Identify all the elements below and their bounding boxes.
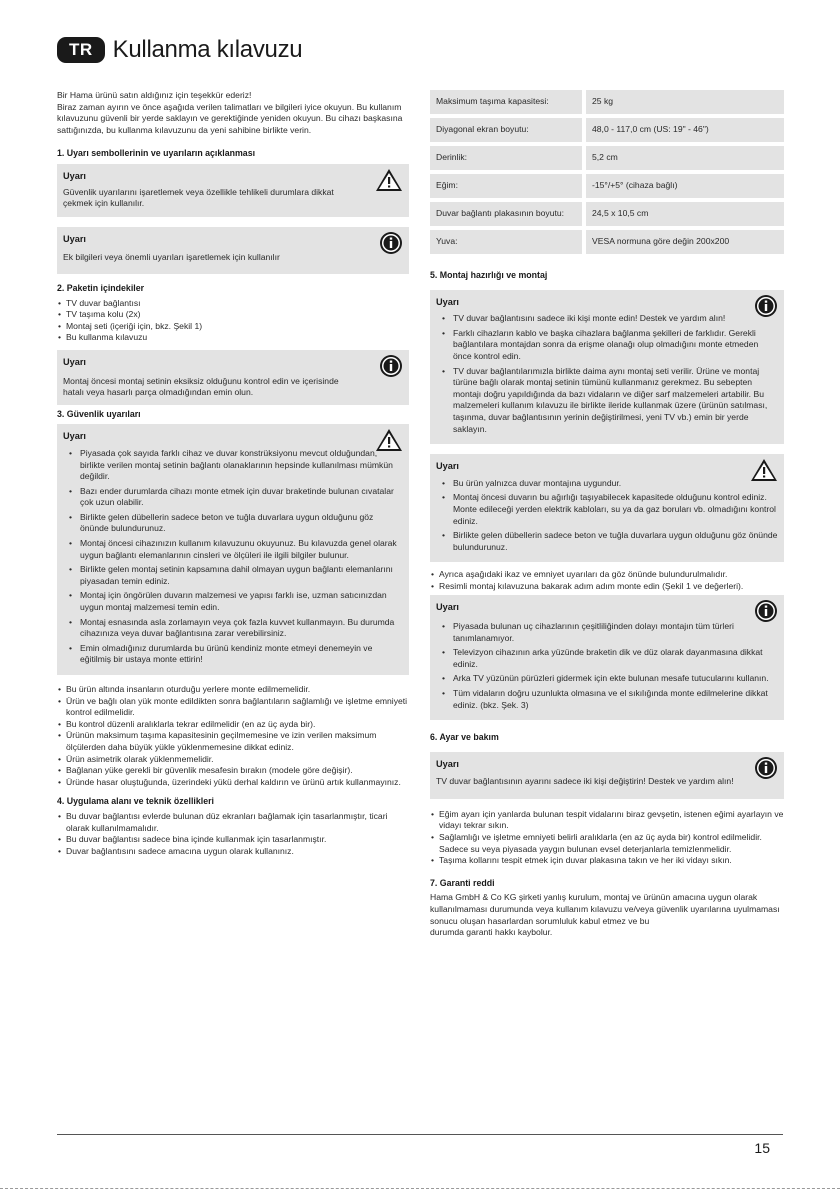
list-item: • Duvar bağlantısını sadece amacına uygun olarak kullanınız. [57,846,409,858]
spec-value: -15°/+5° (cihaza bağlı) [584,172,784,200]
list-item: • Bu kontrol düzenli aralıklarla tekrar edilmelidir (en az üç ayda bir). [57,719,409,731]
section-4-title: 4. Uygulama alanı ve teknik özellikleri [57,796,214,807]
warning-triangle-icon [375,168,403,196]
info-box-title: Uyarı [436,296,459,307]
list-item: • TV duvar bağlantısı [57,298,409,310]
page-title: Kullanma kılavuzu [112,36,303,63]
spec-key: Diyagonal ekran boyutu: [430,116,584,144]
mounting-warning-list [436,478,778,554]
info-box [430,752,784,799]
section-3-title: 3. Güvenlik uyarıları [57,408,141,419]
info-icon [379,354,403,382]
list-item: • Montaj esnasında asla zorlamayın veya çok fazla kuvvet kullanmayın. Bu durumda cihazınıza veya duvar bağlantısına zarar verebilirsiniz. [67,617,403,640]
info-box-text: Ek bilgileri veya önemli uyarıları işaretlemek için kullanılır [63,251,280,262]
intro-text: Biraz zaman ayırın ve önce aşağıda verilen talimatları ve bilgileri iyice okuyun. Bu kullanım kılavuzunu güvenli bir yerde saklayın ve gerektiğinde yeniden okuyun. Bu cihazı başkasına sattığınızda, bu kullanma kılavuzunu da yeni sahibine birlikte verin. [57,101,403,135]
spec-value: 5,2 cm [584,144,784,172]
list-item: • TV taşıma kolu (2x) [57,309,409,321]
list-item: • Birlikte gelen montaj setinin kapsamına dahil olmayan uygun bağlantı elemanlarını piyasadan temin ediniz. [67,564,403,587]
list-item: • Ürünün maksimum taşıma kapasitesinin geçilmemesine ve izin verilen maksimum ölçülerden daha büyük yükle yüklenmemesine dikkat ediniz. [57,730,409,753]
info-box-title: Uyarı [63,233,86,244]
list-item: • Sağlamlığı ve işletme emniyeti belirli aralıklarla (en az üç ayda bir) kontrol edilmelidir. Sadece su veya piyasada yaygın bulunan evsel deterjanlarla temizlenmelidir. [430,832,784,855]
spec-key: Yuva: [430,228,584,256]
list-item: • Eğim ayarı için yanlarda bulunan tespit vidalarını biraz gevşetin, istenen eğimi ayarlayın ve vidayı tekrar sıkın. [430,809,784,832]
language-badge: TR [57,37,105,63]
list-item: • Tüm vidaların doğru uzunlukta olmasına ve el sıkılığında monte edilmelerine dikkat ediniz. (bkz. Şek. 3) [440,688,778,711]
warranty-text-end: durumda garanti hakkı kaybolur. [430,927,553,938]
spec-value: 48,0 - 117,0 cm (US: 19" - 46") [584,116,784,144]
left-column [57,90,409,857]
warning-box-title: Uyarı [63,431,86,442]
list-item: • Montaj öncesi cihazınızın kullanım kılavuzunu okuyunuz. Bu kılavuzda genel olarak uygun bağlantı elemanlarının cinsleri ve ölçüleri ile ilgili bilgiler bulunur. [67,538,403,561]
list-item: • TV duvar bağlantısını sadece iki kişi monte edin! Destek ve yardım alın! [440,313,778,325]
safety-warning-list [63,448,403,666]
list-item: • Bu ürün altında insanların oturduğu yerlere monte edilmemelidir. [57,684,409,696]
list-item: • Birlikte gelen dübellerin sadece beton ve tuğla duvarlara uygun olduğunu göz önünde bulundurunuz. [67,512,403,535]
list-item: • Emin olmadığınız durumlarda bu ürünü kendiniz monte etmeyi denemeyin ve eğitilmiş bir ustaya monte ettirin! [67,643,403,666]
list-item: • Bu duvar bağlantısı sadece bina içinde kullanmak için tasarlanmıştır. [57,834,409,846]
mounting-note2-list [436,621,778,711]
list-item: • Piyasada bulunan uç cihazlarının çeşitliliğinden dolayı montajın tüm türleri tanımlanamıyor. [440,621,778,644]
info-box-text: Montaj öncesi montaj setinin eksiksiz olduğunu kontrol edin ve içerisinde hatalı veya hasarlı parça olmadığından emin olun. [63,375,339,398]
list-item: • Farklı cihazların kablo ve başka cihazlara bağlanma şekilleri de farklıdır. Gerekli bağlantılara montajdan sonra da erişme olanağı olup olmadığını monte etmeden önce kontrol edin. [440,328,778,363]
right-column [430,90,784,939]
list-item: • Montaj için öngörülen duvarın malzemesi ve yapısı farklı ise, uzman satıcınızdan uygun montaj malzemesi temin edin. [67,590,403,613]
list-item: • TV duvar bağlantılarımızla birlikte daima aynı montaj seti verilir. Ürüne ve montaj türüne bağlı olarak montaj setinin tümünü kullanmanız gerekmez. Bu sebepten montajı doğru yapıldığında da bazı vidaların ve diğer sarf malzemeleri artabilir. Bu malzemeleri kullanım kılavuzu ile birlikte ileride kullanmak üzere (ürünün satılması, taşınma, duvar bağlantısının yerinin değiştirilmesi, yeni TV vb.) emin bir yerde saklayın. [440,366,778,436]
warning-box [57,424,409,675]
section-1-title: 1. Uyarı sembollerinin ve uyarıların açıklanması [57,148,256,159]
footer-rule [57,1134,783,1135]
info-box [430,595,784,720]
list-item: • Arka TV yüzünün pürüzleri gidermek için ekte bulunan mesafe tutucularını kullanın. [440,673,778,685]
section-6-title: 6. Ayar ve bakım [430,732,499,743]
warning-box [57,164,409,217]
application-list [57,811,409,857]
safety-list [57,684,409,788]
table-row [430,144,784,172]
section-7-title: 7. Garanti reddi [430,877,495,888]
table-row [430,90,784,116]
list-item: • Resimli montaj kılavuzuna bakarak adım adım monte edin (Şekil 1 ve değerleri). [430,581,784,593]
maintenance-list [430,809,784,867]
spec-value: VESA normuna göre değin 200x200 [584,228,784,256]
page-number: 15 [754,1140,770,1156]
page-edge-divider [0,1188,840,1189]
list-item: • Montaj öncesi duvarın bu ağırlığı taşıyabilecek kapasitede olduğunu kontrol ediniz. Monte edileceği yerden elektrik kabloları, su ya da gaz boruları vb. olmadığını kontrol ediniz. [440,492,778,527]
info-box-title: Uyarı [436,602,459,613]
spec-key: Derinlik: [430,144,584,172]
spec-value: 25 kg [584,90,784,116]
warning-box-text: Güvenlik uyarılarını işaretlemek veya özellikle tehlikeli durumlara dikkat çekmek için kullanılır. [63,186,334,209]
list-item: • Bu kullanma kılavuzu [57,332,409,344]
mounting-list [430,569,784,592]
spec-table [430,90,784,258]
list-item: • Ürün ve bağlı olan yük monte edildikten sonra bağlantıların sağlamlığı ve işletme emniyeti kontrol edilmelidir. [57,696,409,719]
spec-key: Duvar bağlantı plakasının boyutu: [430,200,584,228]
intro-thanks: Bir Hama ürünü satın aldığınız için teşekkür ederiz! [57,90,252,100]
list-item: • Bazı ender durumlarda cihazı monte etmek için duvar braketinde bulunan cıvatalar çok uzun olabilir. [67,486,403,509]
list-item: • Ayrıca aşağıdaki ikaz ve emniyet uyarıları da göz önünde bulundurulmalıdır. [430,569,784,581]
info-icon [754,756,778,784]
warning-box [430,454,784,562]
section-2-title: 2. Paketin içindekiler [57,282,145,293]
table-row [430,200,784,228]
info-box-title: Uyarı [436,758,459,769]
warranty-text: Hama GmbH & Co KG şirketi yanlış kurulum, montaj ve ürünün amacına uygun olarak kullanılmaması durumunda veya kullanım kılavuzu ve/veya güvenlik uyarılarına uyulmaması sonucu oluşan hasarlardan sorumluluk kabul etmez ve bu [430,892,780,926]
spec-key: Eğim: [430,172,584,200]
spec-value: 24,5 x 10,5 cm [584,200,784,228]
info-box-title: Uyarı [63,356,86,367]
page-header [57,36,302,64]
section-5-title: 5. Montaj hazırlığı ve montaj [430,270,548,280]
info-icon [379,231,403,259]
list-item: • Birlikte gelen dübellerin sadece beton ve tuğla duvarlara uygun olduğunu göz önünde bulundurunuz. [440,530,778,553]
info-box [430,290,784,445]
list-item: • Televizyon cihazının arka yüzünde braketin dik ve düz olarak dayanmasına dikkat ediniz. [440,647,778,670]
table-row [430,116,784,144]
list-item: • Ürün asimetrik olarak yüklenmemelidir. [57,754,409,766]
list-item: • Bağlanan yüke gerekli bir güvenlik mesafesin bırakın (modele göre değişir). [57,765,409,777]
info-box [57,227,409,274]
info-box [57,350,409,405]
list-item: • Montaj seti (içeriği için, bkz. Şekil 1) [57,321,409,333]
table-row [430,172,784,200]
info-box-text: TV duvar bağlantısının ayarını sadece iki kişi değiştirin! Destek ve yardım alın! [436,776,734,787]
mounting-note-list [436,313,778,435]
list-item: • Bu ürün yalnızca duvar montajına uygundur. [440,478,778,490]
warning-box-title: Uyarı [436,461,459,472]
list-item: • Bu duvar bağlantısı evlerde bulunan düz ekranları bağlamak için tasarlanmıştır, ticari olarak kullanılmamalıdır. [57,811,409,834]
list-item: • Taşıma kollarını tespit etmek için duvar plakasına takın ve her iki vidayı sıkın. [430,855,784,867]
spec-key: Maksimum taşıma kapasitesi: [430,90,584,116]
list-item: • Piyasada çok sayıda farklı cihaz ve duvar konstrüksiyonu mevcut olduğundan, birlikte verilen montaj setinin bağlantı olanaklarının hepsinde kullanılması mümkün değildir. [67,448,403,483]
list-item: • Üründe hasar oluştuğunda, üzerindeki yükü derhal kaldırın ve ürünü artık kullanmayınız. [57,777,409,789]
package-contents-list [57,298,409,344]
table-row [430,228,784,256]
warning-box-title: Uyarı [63,170,86,181]
